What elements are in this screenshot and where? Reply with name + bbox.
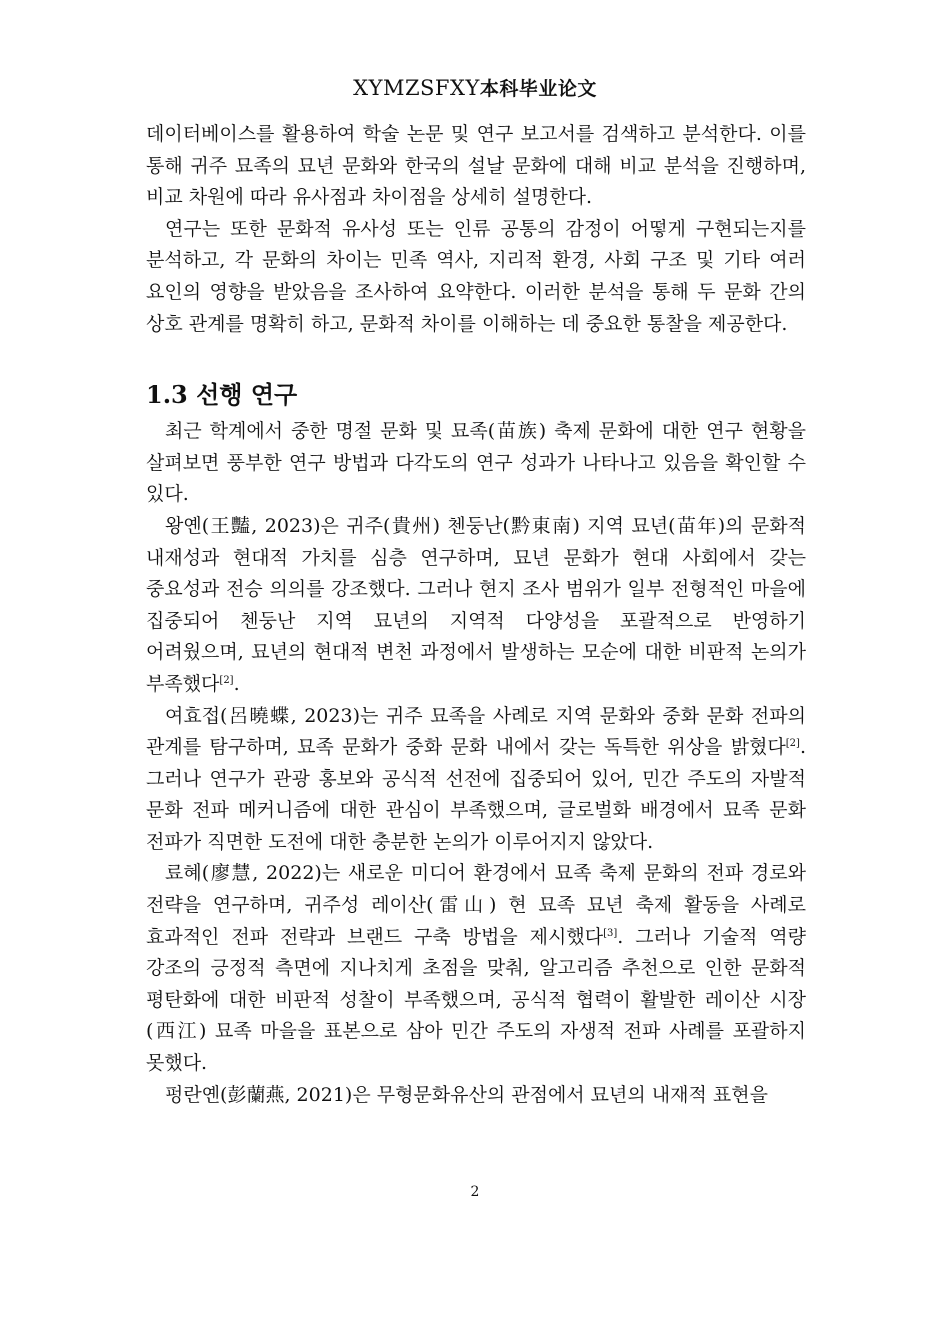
paragraph-text: . 그러나 기술적 역량 강조의 긍정적 측면에 지나치게 초점을 맞춰, 알고리즘 추천으로 인한 문화적 평탄화에 대한 비판적 성찰이 부족했으며, 공식적 협력이 활발한 레이산 시장(西江) 묘족 마을을 표본으로 삼아 민간 주도의 자생적 전파 사례를 포괄하지 못했다. [146, 925, 806, 1075]
page-header [0, 74, 950, 101]
citation-ref: [2] [219, 674, 234, 686]
paragraph-peng: 펑란옌(彭蘭燕, 2021)은 무형문화유산의 관점에서 묘년의 내재적 표현을 [165, 1083, 768, 1106]
paragraph-liao [146, 858, 806, 1079]
paragraph-text: 료혜(廖慧, 2022)는 새로운 미디어 환경에서 묘족 축제 문화의 전파 경로와 전략을 연구하며, 귀주성 레이산(雷山) 현 묘족 묘년 축제 활동을 사례로 효과적인 전파 전략과 브랜드 구축 방법을 제시했다 [146, 862, 806, 948]
header-chinese: 本科毕业论文 [479, 78, 597, 100]
paragraph-wang [146, 511, 806, 701]
paragraph-method: 데이터베이스를 활용하여 학술 논문 및 연구 보고서를 검색하고 분석한다. 이를 통해 귀주 묘족의 묘년 문화와 한국의 설날 문화에 대해 비교 분석을 진행하며, 비교 차원에 따라 유사점과 차이점을 상세히 설명한다. [146, 123, 806, 209]
header-latin: XYMZSFXY [353, 76, 480, 100]
page-number: 2 [470, 1184, 480, 1200]
citation-ref: [3] [603, 927, 618, 939]
section-heading [146, 380, 806, 410]
paragraph-lv [146, 701, 806, 859]
paragraph-analysis: 연구는 또한 문화적 유사성 또는 인류 공통의 감정이 어떻게 구현되는지를 분석하고, 각 문화의 차이는 민족 역사, 지리적 환경, 사회 구조 및 기타 여러 요인의 영향을 받았음을 조사하여 요약한다. 이러한 분석을 통해 두 문화 간의 상호 관계를 명확히 하고, 문화적 차이를 이해하는 데 중요한 통찰을 제공한다. [146, 217, 806, 335]
document-body [146, 119, 806, 1111]
paragraph-intro: 최근 학계에서 중한 명절 문화 및 묘족(苗族) 축제 문화에 대한 연구 현황을 살펴보면 풍부한 연구 방법과 다각도의 연구 성과가 나타나고 있음을 확인할 수 있다. [146, 420, 806, 506]
section-number: 1.3 [146, 380, 188, 410]
section-title: 선행 연구 [196, 380, 298, 410]
paragraph-text: . [233, 672, 240, 695]
paragraph-text: . 그러나 연구가 관광 홍보와 공식적 선전에 집중되어 있어, 민간 주도의 자발적 문화 전파 메커니즘에 대한 관심이 부족했으며, 글로벌화 배경에서 묘족 문화 전파가 직면한 도전에 대한 충분한 논의가 이루어지지 않았다. [146, 736, 806, 853]
paragraph-text: 왕옌(王豔, 2023)은 귀주(貴州) 첸둥난(黔東南) 지역 묘년(苗年)의 문화적 내재성과 현대적 가치를 심층 연구하며, 묘년 문화가 현대 사회에서 갖는 중요성과 전승 의의를 강조했다. 그러나 현지 조사 범위가 일부 전형적인 마을에 집중되어 첸둥난 지역 묘년의 지역적 다양성을 포괄적으로 반영하기 어려웠으며, 묘년의 현대적 변천 과정에서 발생하는 모순에 대한 비판적 논의가 부족했다 [146, 514, 806, 695]
citation-ref: [2] [785, 738, 800, 750]
paragraph-text: 여효접(呂曉蝶, 2023)는 귀주 묘족을 사례로 지역 문화와 중화 문화 전파의 관계를 탐구하며, 묘족 문화가 중화 문화 내에서 갖는 독특한 위상을 밝혔다 [146, 704, 806, 759]
